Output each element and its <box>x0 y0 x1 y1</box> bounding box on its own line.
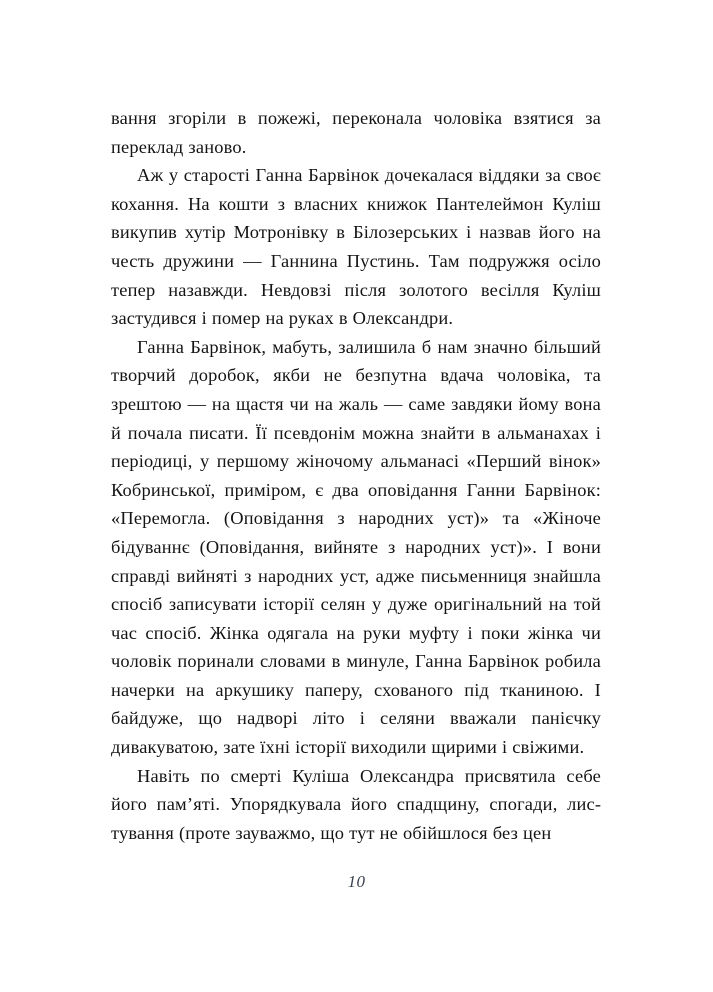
page-number: 10 <box>347 872 366 891</box>
paragraph-2: Аж у старості Ганна Барвінок дочекалася віддяки за своє кохання. На кошти з власних книжок Пантелеймон Куліш викупив хутір Мотронівку в Білозерських і назвав його на честь дружини — Ганнина Пустинь. Там подружжя осіло тепер назавжди. Невдовзі після золотого весілля Куліш застудився і помер на руках в Олександри. <box>111 165 601 329</box>
paragraph-continuation: вання згоріли в пожежі, переконала чоловіка взятися за переклад заново. <box>111 108 601 157</box>
body-text-block <box>111 104 601 847</box>
paragraph-4: Навіть по смерті Куліша Олександра присвятила себе його пам’яті. Упорядкувала його спадщину, спогади, листування (проте зауважмо, що тут не обійшлося без цен <box>111 765 601 843</box>
paragraph-3: Ганна Барвінок, мабуть, залишила б нам значно більший творчий доробок, якби не безпутна вдача чоловіка, та зрештою — на щастя чи на жаль — саме завдяки йому вона й почала писати. Її псевдонім можна знайти в альманахах і періодиці, у першому жіночому альманасі «Перший вінок» Кобринської, приміром, є два оповідання Ганни Барвінок: «Перемогла. (Оповідання з народних уст)» та «Жіноче бідуваннє (Оповідання, вийняте з народних уст)». І вони справді вийняті з народних уст, адже письменниця знайшла спосіб записувати історії селян у дуже оригінальний на той час спосіб. Жінка одягала на руки муфту і поки жінка чи чоловік поринали словами в минуле, Ганна Барвінок робила начерки на аркушику паперу, схованого під тканиною. І байдуже, що надворі літо і селяни вважали панієчку дивакуватою, зате їхні історії виходили щирими і свіжими. <box>111 336 601 758</box>
